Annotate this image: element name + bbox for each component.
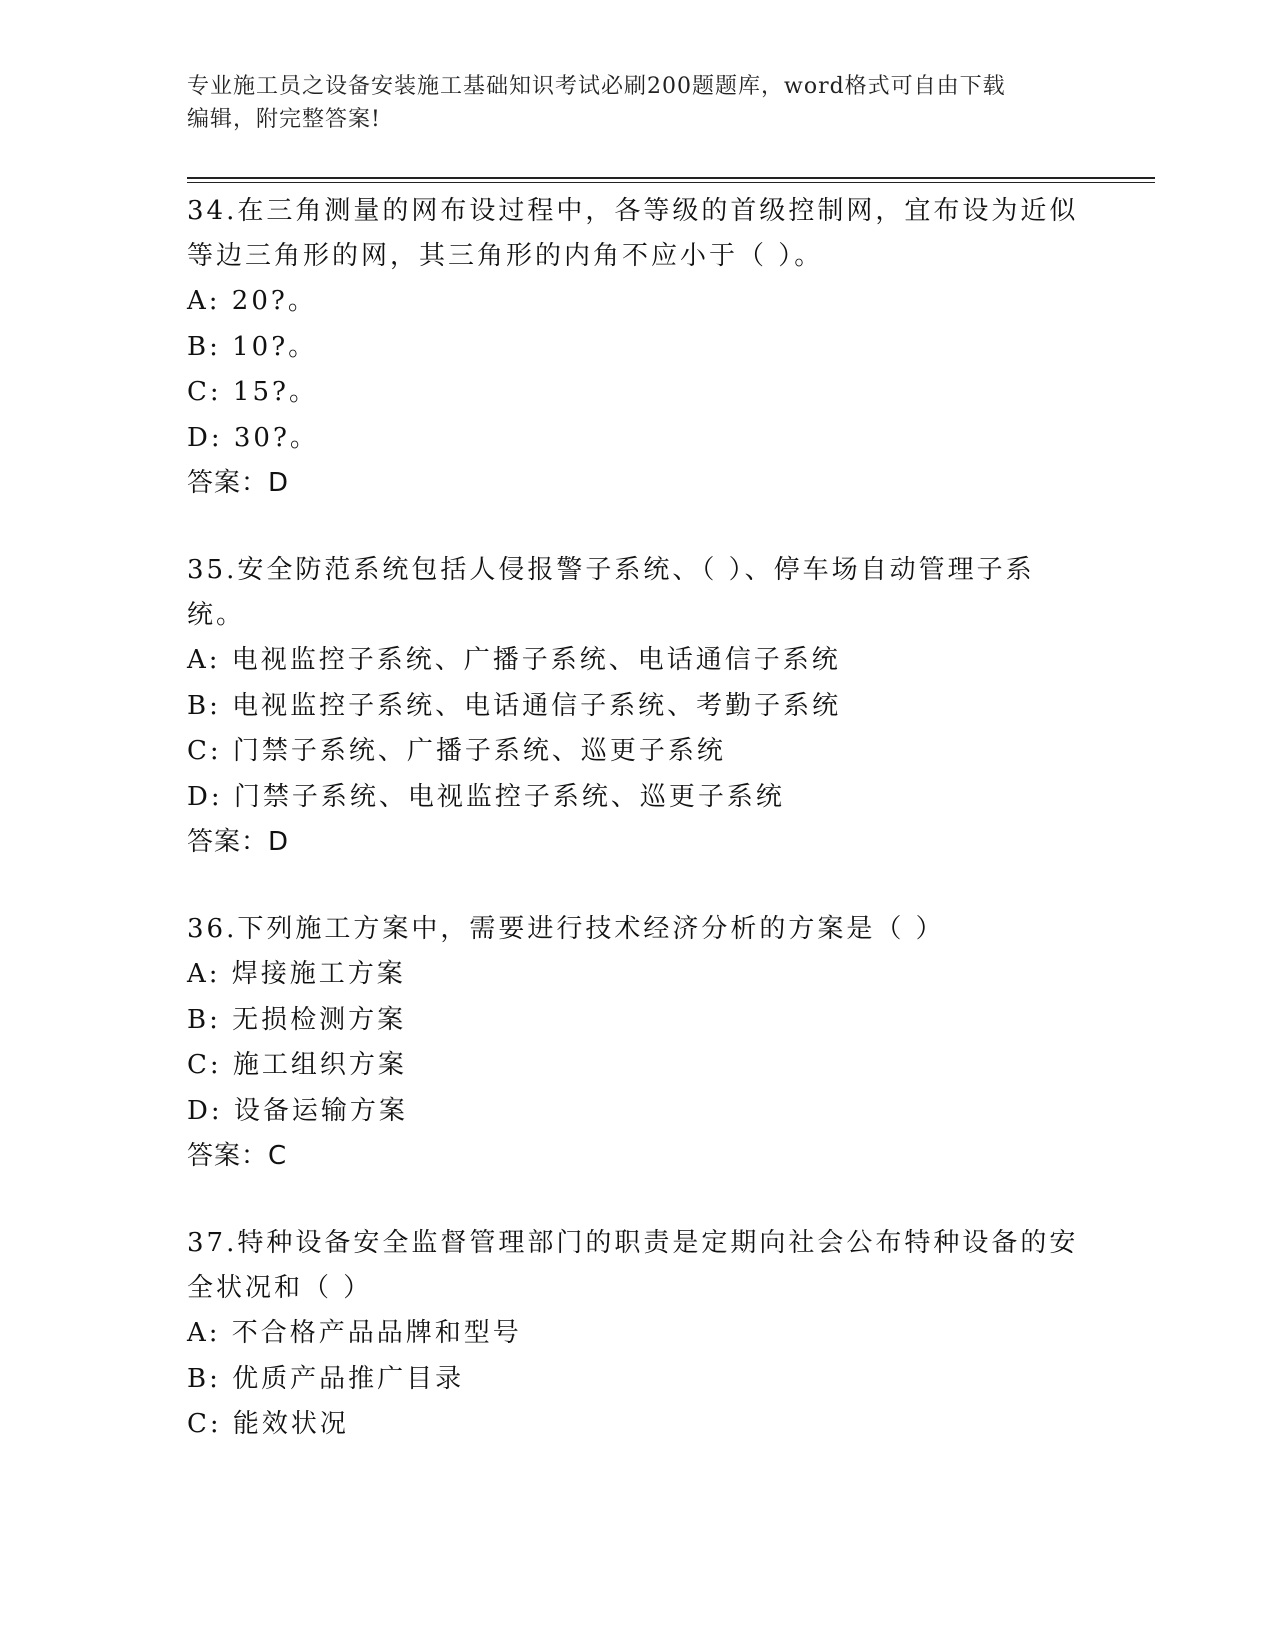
question-37 (187, 1221, 1087, 1448)
question-stem: 36.下列施工方案中，需要进行技术经济分析的方案是（ ） (187, 914, 945, 944)
option-c: C: 15?。 (187, 377, 318, 407)
question-list (187, 189, 1087, 1490)
option-a: A: 不合格产品品牌和型号 (187, 1318, 522, 1348)
question-34 (187, 189, 1087, 506)
answer: 答案：D (187, 468, 290, 498)
option-a: A: 焊接施工方案 (187, 959, 406, 989)
option-a: A: 20?。 (187, 286, 317, 316)
question-stem: 37.特种设备安全监督管理部门的职责是定期向社会公布特种设备的安 全状况和（ ） (187, 1228, 1079, 1303)
option-b: B: 优质产品推广目录 (187, 1363, 465, 1394)
option-d: D: 设备运输方案 (187, 1095, 408, 1126)
option-c: C: 能效状况 (187, 1409, 349, 1439)
option-c: C: 门禁子系统、广播子系统、巡更子系统 (187, 736, 726, 766)
answer: 答案：D (187, 827, 290, 857)
header-divider-thick (187, 177, 1155, 179)
question-stem: 35.安全防范系统包括人侵报警子系统、（ ）、停车场自动管理子系 统。 (187, 555, 1035, 630)
document-header (187, 70, 1087, 136)
header-line-1: 专业施工员之设备安装施工基础知识考试必刷200题题库，word格式可自由下载 (187, 74, 1006, 99)
option-a: A: 电视监控子系统、广播子系统、电话通信子系统 (187, 645, 841, 675)
question-35 (187, 548, 1087, 865)
question-36 (187, 907, 1087, 1179)
option-b: B: 电视监控子系统、电话通信子系统、考勤子系统 (187, 690, 842, 721)
header-line-2: 编辑，附完整答案! (187, 107, 381, 132)
option-b: B: 无损检测方案 (187, 1004, 407, 1035)
option-c: C: 施工组织方案 (187, 1050, 407, 1080)
option-d: D: 门禁子系统、电视监控子系统、巡更子系统 (187, 781, 785, 812)
header-divider-thin (187, 182, 1155, 183)
question-stem: 34.在三角测量的网布设过程中，各等级的首级控制网，宜布设为近似 等边三角形的网，其三角形的内角不应小于（ ）。 (187, 196, 1079, 271)
option-b: B: 10?。 (187, 331, 318, 362)
option-d: D: 30?。 (187, 422, 319, 453)
answer: 答案：C (187, 1141, 288, 1171)
